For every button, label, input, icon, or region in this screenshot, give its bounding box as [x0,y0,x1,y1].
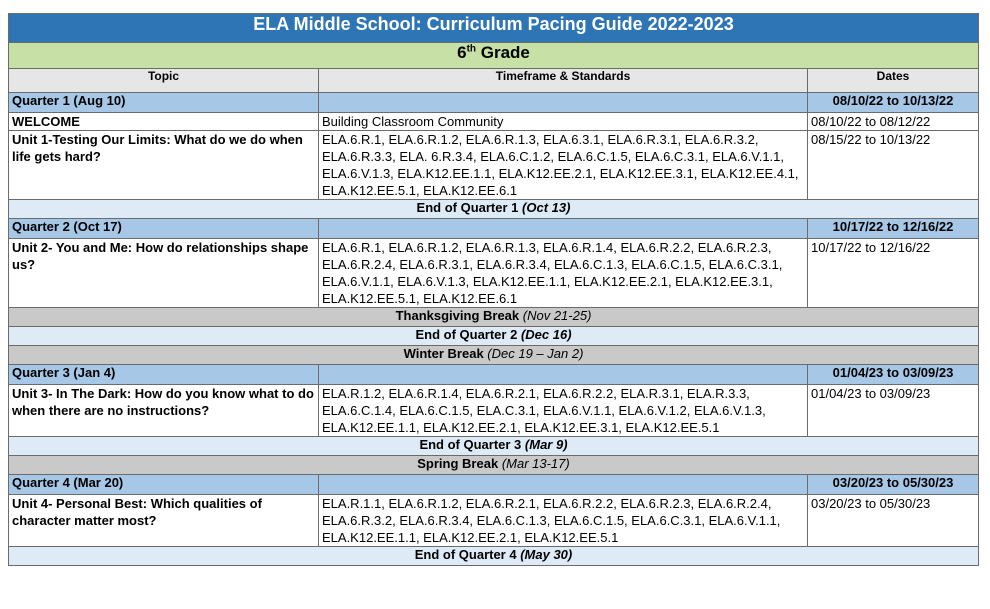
page-title: ELA Middle School: Curriculum Pacing Guide 2022-2023 [9,14,979,43]
end-of-quarter-row [9,200,979,219]
grade-row [9,43,979,69]
topic-cell: Unit 2- You and Me: How do relationships shape us? [9,239,319,308]
break-note [9,308,979,327]
quarter-label: Quarter 4 (Mar 20) [9,475,319,495]
quarter-row [9,93,979,113]
end-of-quarter-note [9,547,979,566]
quarter-row [9,365,979,385]
break-row [9,308,979,327]
quarter-label: Quarter 2 (Oct 17) [9,219,319,239]
grade-suffix: th [466,43,477,55]
table-row [9,113,979,131]
quarter-row [9,475,979,495]
dates-cell: 01/04/23 to 03/09/23 [808,385,979,437]
column-header-row [9,69,979,93]
note-label: End of Quarter 4 [414,547,517,562]
quarter-blank-cell [319,93,808,113]
break-row [9,456,979,475]
pacing-guide-table [8,13,979,566]
end-of-quarter-row [9,547,979,566]
end-of-quarter-row [9,327,979,346]
note-detail: (Dec 19 – Jan 2) [487,346,584,361]
end-of-quarter-note [9,327,979,346]
note-detail: (Nov 21-25) [522,308,592,323]
end-of-quarter-note [9,200,979,219]
break-row [9,346,979,365]
end-of-quarter-note [9,437,979,456]
column-header-topic: Topic [9,69,319,93]
table-row [9,385,979,437]
dates-cell: 03/20/23 to 05/30/23 [808,495,979,547]
note-detail: (Dec 16) [520,327,572,342]
quarter-dates: 08/10/22 to 10/13/22 [808,93,979,113]
note-label: Spring Break [417,456,499,471]
note-label: End of Quarter 2 [415,327,518,342]
standards-cell: Building Classroom Community [319,113,808,131]
note-label: End of Quarter 1 [416,200,519,215]
title-row [9,14,979,43]
standards-cell: ELA.R.1.2, ELA.6.R.1.4, ELA.6.R.2.1, ELA.6.R.2.2, ELA.R.3.1, ELA.R.3.3, ELA.6.C.1.4, ELA.6.C.1.5, ELA.C.3.1, ELA.6.V.1.1, ELA.6.V.1.2, ELA.6.V.1.3, ELA.K12.EE.1.1, ELA.K12.EE.2.1, ELA.K12.EE.3.1, ELA.K12.EE.5.1 [319,385,808,437]
table-row [9,131,979,200]
quarter-label: Quarter 3 (Jan 4) [9,365,319,385]
quarter-blank-cell [319,365,808,385]
dates-cell: 08/15/22 to 10/13/22 [808,131,979,200]
end-of-quarter-row [9,437,979,456]
topic-cell: Unit 1-Testing Our Limits: What do we do when life gets hard? [9,131,319,200]
grade-heading [9,43,979,69]
table-row [9,239,979,308]
quarter-row [9,219,979,239]
topic-cell: WELCOME [9,113,319,131]
note-label: End of Quarter 3 [419,437,522,452]
topic-cell: Unit 4- Personal Best: Which qualities of character matter most? [9,495,319,547]
standards-cell: ELA.6.R.1, ELA.6.R.1.2, ELA.6.R.1.3, ELA.6.R.1.4, ELA.6.R.2.2, ELA.6.R.2.3, ELA.6.R.2.4, ELA.6.R.3.1, ELA.6.R.3.4, ELA.6.C.1.3, ELA.6.C.1.5, ELA.6.C.3.1, ELA.6.V.1.1, ELA.6.V.1.3, ELA.K12.EE.1.1, ELA.K12.EE.2.1, ELA.K12.EE.3.1, ELA.K12.EE.5.1, ELA.K12.EE.6.1 [319,239,808,308]
dates-cell: 10/17/22 to 12/16/22 [808,239,979,308]
quarter-dates: 10/17/22 to 12/16/22 [808,219,979,239]
column-header-dates: Dates [808,69,979,93]
note-detail: (Mar 13-17) [501,456,570,471]
quarter-blank-cell [319,475,808,495]
note-label: Thanksgiving Break [395,308,520,323]
standards-cell: ELA.6.R.1, ELA.6.R.1.2, ELA.6.R.1.3, ELA.6.3.1, ELA.6.R.3.1, ELA.6.R.3.2, ELA.6.R.3.3, ELA. 6.R.3.4, ELA.6.C.1.2, ELA.6.C.1.5, ELA.6.C.3.1, ELA.6.V.1.1, ELA.6.V.1.3, ELA.K12.EE.1.1, ELA.K12.EE.2.1, ELA.K12.EE.3.1, ELA.K12.EE.4.1, ELA.K12.EE.5.1, ELA.K12.EE.6.1 [319,131,808,200]
dates-cell: 08/10/22 to 08/12/22 [808,113,979,131]
note-detail: (Mar 9) [524,437,568,452]
quarter-label: Quarter 1 (Aug 10) [9,93,319,113]
break-note [9,346,979,365]
quarter-dates: 01/04/23 to 03/09/23 [808,365,979,385]
break-note [9,456,979,475]
quarter-blank-cell [319,219,808,239]
topic-cell: Unit 3- In The Dark: How do you know what to do when there are no instructions? [9,385,319,437]
table-row [9,495,979,547]
note-label: Winter Break [403,346,484,361]
column-header-standards: Timeframe & Standards [319,69,808,93]
note-detail: (Oct 13) [522,200,571,215]
standards-cell: ELA.R.1.1, ELA.6.R.1.2, ELA.6.R.2.1, ELA.6.R.2.2, ELA.6.R.2.3, ELA.6.R.2.4, ELA.6.R.3.2, ELA.6.R.3.4, ELA.6.C.1.3, ELA.6.C.1.5, ELA.6.C.3.1, ELA.6.V.1.1, ELA.K12.EE.1.1, ELA.K12.EE.2.1, ELA.K12.EE.5.1 [319,495,808,547]
note-detail: (May 30) [520,547,573,562]
grade-number: 6 [457,43,467,62]
grade-label: Grade [480,43,530,62]
quarter-dates: 03/20/23 to 05/30/23 [808,475,979,495]
